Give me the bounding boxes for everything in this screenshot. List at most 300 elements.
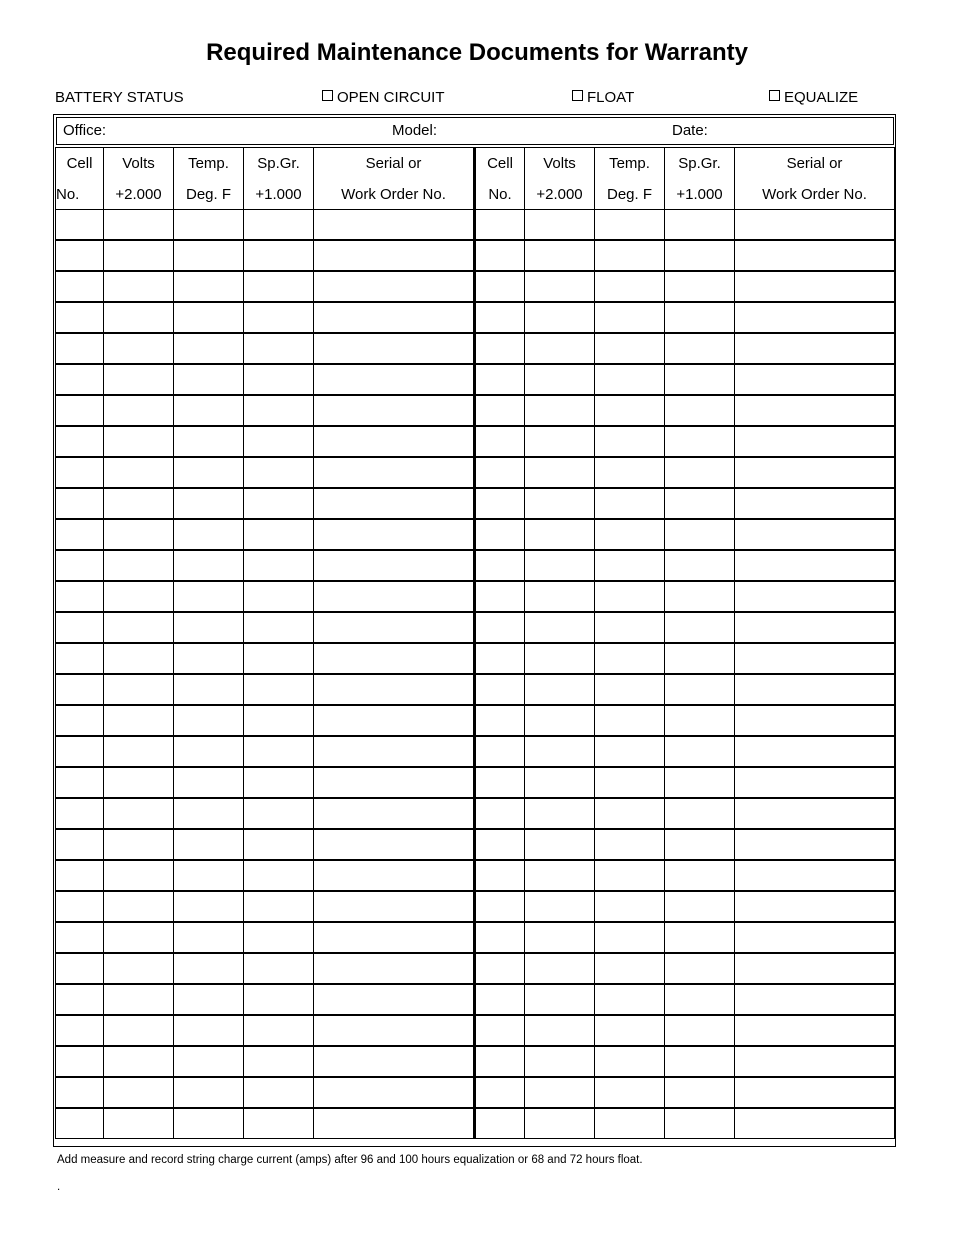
entry-cell[interactable] — [595, 519, 665, 550]
entry-cell[interactable] — [56, 364, 104, 395]
entry-cell[interactable] — [735, 984, 895, 1015]
entry-cell[interactable] — [244, 984, 314, 1015]
entry-cell[interactable] — [595, 922, 665, 953]
entry-cell[interactable] — [595, 426, 665, 457]
entry-cell[interactable] — [104, 643, 174, 674]
entry-cell[interactable] — [525, 550, 595, 581]
entry-cell[interactable] — [174, 210, 244, 241]
entry-cell[interactable] — [244, 457, 314, 488]
entry-cell[interactable] — [595, 550, 665, 581]
entry-cell[interactable] — [314, 1015, 475, 1046]
entry-cell[interactable] — [665, 457, 735, 488]
entry-cell[interactable] — [56, 891, 104, 922]
entry-cell[interactable] — [735, 302, 895, 333]
entry-cell[interactable] — [244, 240, 314, 271]
entry-cell[interactable] — [244, 426, 314, 457]
entry-cell[interactable] — [314, 674, 475, 705]
entry-cell[interactable] — [665, 674, 735, 705]
entry-cell[interactable] — [104, 240, 174, 271]
entry-cell[interactable] — [735, 922, 895, 953]
entry-cell[interactable] — [244, 1046, 314, 1077]
entry-cell[interactable] — [174, 612, 244, 643]
entry-cell[interactable] — [665, 426, 735, 457]
entry-cell[interactable] — [56, 953, 104, 984]
entry-cell[interactable] — [735, 240, 895, 271]
entry-cell[interactable] — [475, 674, 525, 705]
entry-cell[interactable] — [56, 550, 104, 581]
entry-cell[interactable] — [475, 333, 525, 364]
entry-cell[interactable] — [475, 922, 525, 953]
entry-cell[interactable] — [735, 860, 895, 891]
entry-cell[interactable] — [104, 488, 174, 519]
entry-cell[interactable] — [244, 860, 314, 891]
entry-cell[interactable] — [314, 705, 475, 736]
entry-cell[interactable] — [244, 767, 314, 798]
entry-cell[interactable] — [595, 736, 665, 767]
entry-cell[interactable] — [735, 1015, 895, 1046]
entry-cell[interactable] — [665, 643, 735, 674]
entry-cell[interactable] — [525, 1046, 595, 1077]
entry-cell[interactable] — [735, 891, 895, 922]
entry-cell[interactable] — [174, 333, 244, 364]
entry-cell[interactable] — [244, 922, 314, 953]
entry-cell[interactable] — [244, 333, 314, 364]
entry-cell[interactable] — [475, 829, 525, 860]
entry-cell[interactable] — [56, 1015, 104, 1046]
entry-cell[interactable] — [595, 891, 665, 922]
entry-cell[interactable] — [104, 426, 174, 457]
entry-cell[interactable] — [174, 705, 244, 736]
entry-cell[interactable] — [174, 829, 244, 860]
entry-cell[interactable] — [174, 1015, 244, 1046]
entry-cell[interactable] — [104, 581, 174, 612]
entry-cell[interactable] — [525, 736, 595, 767]
entry-cell[interactable] — [525, 519, 595, 550]
entry-cell[interactable] — [104, 271, 174, 302]
entry-cell[interactable] — [174, 1108, 244, 1139]
entry-cell[interactable] — [244, 829, 314, 860]
entry-cell[interactable] — [735, 798, 895, 829]
entry-cell[interactable] — [475, 860, 525, 891]
entry-cell[interactable] — [665, 302, 735, 333]
entry-cell[interactable] — [525, 922, 595, 953]
entry-cell[interactable] — [475, 457, 525, 488]
entry-cell[interactable] — [525, 767, 595, 798]
entry-cell[interactable] — [665, 984, 735, 1015]
entry-cell[interactable] — [104, 829, 174, 860]
entry-cell[interactable] — [244, 674, 314, 705]
entry-cell[interactable] — [735, 426, 895, 457]
entry-cell[interactable] — [665, 953, 735, 984]
entry-cell[interactable] — [735, 395, 895, 426]
entry-cell[interactable] — [174, 1046, 244, 1077]
entry-cell[interactable] — [595, 1108, 665, 1139]
entry-cell[interactable] — [595, 1077, 665, 1108]
entry-cell[interactable] — [56, 612, 104, 643]
entry-cell[interactable] — [525, 953, 595, 984]
entry-cell[interactable] — [595, 271, 665, 302]
entry-cell[interactable] — [104, 1046, 174, 1077]
entry-cell[interactable] — [735, 581, 895, 612]
entry-cell[interactable] — [244, 643, 314, 674]
entry-cell[interactable] — [525, 643, 595, 674]
entry-cell[interactable] — [735, 767, 895, 798]
entry-cell[interactable] — [314, 364, 475, 395]
entry-cell[interactable] — [525, 705, 595, 736]
entry-cell[interactable] — [525, 240, 595, 271]
entry-cell[interactable] — [475, 1046, 525, 1077]
entry-cell[interactable] — [595, 829, 665, 860]
entry-cell[interactable] — [314, 426, 475, 457]
entry-cell[interactable] — [665, 860, 735, 891]
entry-cell[interactable] — [595, 767, 665, 798]
entry-cell[interactable] — [56, 767, 104, 798]
entry-cell[interactable] — [665, 1077, 735, 1108]
entry-cell[interactable] — [244, 1015, 314, 1046]
entry-cell[interactable] — [525, 271, 595, 302]
entry-cell[interactable] — [314, 550, 475, 581]
entry-cell[interactable] — [244, 798, 314, 829]
entry-cell[interactable] — [314, 643, 475, 674]
entry-cell[interactable] — [56, 1077, 104, 1108]
entry-cell[interactable] — [56, 457, 104, 488]
entry-cell[interactable] — [475, 1077, 525, 1108]
entry-cell[interactable] — [244, 271, 314, 302]
entry-cell[interactable] — [244, 210, 314, 241]
entry-cell[interactable] — [595, 395, 665, 426]
entry-cell[interactable] — [104, 364, 174, 395]
entry-cell[interactable] — [525, 395, 595, 426]
entry-cell[interactable] — [595, 240, 665, 271]
entry-cell[interactable] — [665, 798, 735, 829]
entry-cell[interactable] — [174, 395, 244, 426]
entry-cell[interactable] — [56, 922, 104, 953]
entry-cell[interactable] — [314, 333, 475, 364]
entry-cell[interactable] — [244, 519, 314, 550]
entry-cell[interactable] — [595, 674, 665, 705]
entry-cell[interactable] — [174, 643, 244, 674]
entry-cell[interactable] — [244, 705, 314, 736]
entry-cell[interactable] — [314, 519, 475, 550]
entry-cell[interactable] — [56, 519, 104, 550]
entry-cell[interactable] — [475, 705, 525, 736]
entry-cell[interactable] — [735, 1046, 895, 1077]
entry-cell[interactable] — [314, 1108, 475, 1139]
entry-cell[interactable] — [104, 984, 174, 1015]
entry-cell[interactable] — [104, 210, 174, 241]
entry-cell[interactable] — [525, 333, 595, 364]
entry-cell[interactable] — [104, 302, 174, 333]
entry-cell[interactable] — [525, 798, 595, 829]
entry-cell[interactable] — [665, 210, 735, 241]
entry-cell[interactable] — [525, 674, 595, 705]
entry-cell[interactable] — [104, 612, 174, 643]
entry-cell[interactable] — [735, 643, 895, 674]
entry-cell[interactable] — [525, 426, 595, 457]
entry-cell[interactable] — [314, 488, 475, 519]
entry-cell[interactable] — [314, 736, 475, 767]
entry-cell[interactable] — [735, 210, 895, 241]
entry-cell[interactable] — [104, 798, 174, 829]
entry-cell[interactable] — [735, 488, 895, 519]
entry-cell[interactable] — [475, 736, 525, 767]
entry-cell[interactable] — [665, 1015, 735, 1046]
entry-cell[interactable] — [314, 302, 475, 333]
entry-cell[interactable] — [314, 829, 475, 860]
entry-cell[interactable] — [56, 426, 104, 457]
entry-cell[interactable] — [56, 1108, 104, 1139]
entry-cell[interactable] — [104, 333, 174, 364]
entry-cell[interactable] — [174, 519, 244, 550]
entry-cell[interactable] — [735, 271, 895, 302]
entry-cell[interactable] — [475, 426, 525, 457]
entry-cell[interactable] — [174, 767, 244, 798]
entry-cell[interactable] — [104, 395, 174, 426]
entry-cell[interactable] — [665, 1108, 735, 1139]
checkbox-icon[interactable] — [322, 90, 333, 101]
entry-cell[interactable] — [104, 767, 174, 798]
entry-cell[interactable] — [525, 488, 595, 519]
entry-cell[interactable] — [525, 581, 595, 612]
entry-cell[interactable] — [665, 488, 735, 519]
entry-cell[interactable] — [475, 953, 525, 984]
entry-cell[interactable] — [735, 550, 895, 581]
entry-cell[interactable] — [174, 860, 244, 891]
entry-cell[interactable] — [475, 240, 525, 271]
entry-cell[interactable] — [104, 519, 174, 550]
entry-cell[interactable] — [104, 674, 174, 705]
entry-cell[interactable] — [104, 891, 174, 922]
entry-cell[interactable] — [475, 550, 525, 581]
entry-cell[interactable] — [475, 891, 525, 922]
entry-cell[interactable] — [314, 240, 475, 271]
entry-cell[interactable] — [104, 860, 174, 891]
entry-cell[interactable] — [475, 767, 525, 798]
entry-cell[interactable] — [595, 953, 665, 984]
entry-cell[interactable] — [475, 364, 525, 395]
entry-cell[interactable] — [735, 829, 895, 860]
entry-cell[interactable] — [174, 240, 244, 271]
entry-cell[interactable] — [525, 1108, 595, 1139]
entry-cell[interactable] — [314, 767, 475, 798]
entry-cell[interactable] — [525, 210, 595, 241]
entry-cell[interactable] — [595, 488, 665, 519]
entry-cell[interactable] — [665, 364, 735, 395]
entry-cell[interactable] — [174, 550, 244, 581]
entry-cell[interactable] — [665, 395, 735, 426]
entry-cell[interactable] — [56, 984, 104, 1015]
entry-cell[interactable] — [174, 984, 244, 1015]
entry-cell[interactable] — [104, 736, 174, 767]
entry-cell[interactable] — [174, 674, 244, 705]
entry-cell[interactable] — [525, 860, 595, 891]
entry-cell[interactable] — [735, 674, 895, 705]
entry-cell[interactable] — [735, 705, 895, 736]
entry-cell[interactable] — [595, 612, 665, 643]
entry-cell[interactable] — [735, 1077, 895, 1108]
open-circuit-option[interactable] — [322, 89, 445, 106]
entry-cell[interactable] — [174, 891, 244, 922]
entry-cell[interactable] — [314, 798, 475, 829]
checkbox-icon[interactable] — [572, 90, 583, 101]
entry-cell[interactable] — [104, 953, 174, 984]
entry-cell[interactable] — [475, 984, 525, 1015]
entry-cell[interactable] — [735, 519, 895, 550]
entry-cell[interactable] — [174, 364, 244, 395]
entry-cell[interactable] — [735, 736, 895, 767]
entry-cell[interactable] — [665, 240, 735, 271]
entry-cell[interactable] — [174, 457, 244, 488]
entry-cell[interactable] — [174, 302, 244, 333]
entry-cell[interactable] — [475, 210, 525, 241]
entry-cell[interactable] — [244, 736, 314, 767]
entry-cell[interactable] — [56, 798, 104, 829]
entry-cell[interactable] — [595, 210, 665, 241]
entry-cell[interactable] — [314, 210, 475, 241]
entry-cell[interactable] — [56, 581, 104, 612]
entry-cell[interactable] — [104, 457, 174, 488]
entry-cell[interactable] — [595, 581, 665, 612]
entry-cell[interactable] — [595, 984, 665, 1015]
entry-cell[interactable] — [314, 271, 475, 302]
entry-cell[interactable] — [665, 767, 735, 798]
entry-cell[interactable] — [735, 953, 895, 984]
entry-cell[interactable] — [525, 829, 595, 860]
entry-cell[interactable] — [475, 519, 525, 550]
entry-cell[interactable] — [104, 550, 174, 581]
entry-cell[interactable] — [104, 1077, 174, 1108]
entry-cell[interactable] — [525, 891, 595, 922]
entry-cell[interactable] — [735, 364, 895, 395]
entry-cell[interactable] — [244, 1108, 314, 1139]
entry-cell[interactable] — [475, 271, 525, 302]
entry-cell[interactable] — [595, 1046, 665, 1077]
entry-cell[interactable] — [525, 612, 595, 643]
entry-cell[interactable] — [735, 1108, 895, 1139]
float-option[interactable] — [572, 89, 634, 106]
entry-cell[interactable] — [595, 860, 665, 891]
entry-cell[interactable] — [174, 736, 244, 767]
entry-cell[interactable] — [665, 891, 735, 922]
entry-cell[interactable] — [56, 736, 104, 767]
entry-cell[interactable] — [595, 457, 665, 488]
entry-cell[interactable] — [244, 364, 314, 395]
entry-cell[interactable] — [56, 674, 104, 705]
entry-cell[interactable] — [735, 333, 895, 364]
entry-cell[interactable] — [525, 1077, 595, 1108]
entry-cell[interactable] — [665, 705, 735, 736]
entry-cell[interactable] — [56, 643, 104, 674]
entry-cell[interactable] — [665, 829, 735, 860]
entry-cell[interactable] — [314, 984, 475, 1015]
entry-cell[interactable] — [665, 333, 735, 364]
entry-cell[interactable] — [56, 705, 104, 736]
entry-cell[interactable] — [525, 1015, 595, 1046]
entry-cell[interactable] — [56, 829, 104, 860]
entry-cell[interactable] — [525, 984, 595, 1015]
entry-cell[interactable] — [735, 457, 895, 488]
entry-cell[interactable] — [665, 271, 735, 302]
entry-cell[interactable] — [475, 643, 525, 674]
entry-cell[interactable] — [475, 302, 525, 333]
entry-cell[interactable] — [174, 953, 244, 984]
entry-cell[interactable] — [595, 364, 665, 395]
entry-cell[interactable] — [475, 581, 525, 612]
entry-cell[interactable] — [475, 798, 525, 829]
entry-cell[interactable] — [595, 333, 665, 364]
entry-cell[interactable] — [665, 922, 735, 953]
entry-cell[interactable] — [174, 271, 244, 302]
entry-cell[interactable] — [314, 953, 475, 984]
entry-cell[interactable] — [525, 302, 595, 333]
entry-cell[interactable] — [595, 705, 665, 736]
entry-cell[interactable] — [314, 1077, 475, 1108]
entry-cell[interactable] — [56, 240, 104, 271]
entry-cell[interactable] — [665, 1046, 735, 1077]
entry-cell[interactable] — [244, 612, 314, 643]
entry-cell[interactable] — [475, 1015, 525, 1046]
entry-cell[interactable] — [314, 922, 475, 953]
entry-cell[interactable] — [314, 1046, 475, 1077]
entry-cell[interactable] — [104, 1015, 174, 1046]
checkbox-icon[interactable] — [769, 90, 780, 101]
entry-cell[interactable] — [525, 457, 595, 488]
entry-cell[interactable] — [595, 643, 665, 674]
entry-cell[interactable] — [56, 488, 104, 519]
entry-cell[interactable] — [475, 612, 525, 643]
entry-cell[interactable] — [174, 581, 244, 612]
entry-cell[interactable] — [665, 550, 735, 581]
equalize-option[interactable] — [769, 89, 858, 106]
entry-cell[interactable] — [174, 1077, 244, 1108]
entry-cell[interactable] — [665, 519, 735, 550]
entry-cell[interactable] — [104, 922, 174, 953]
entry-cell[interactable] — [665, 612, 735, 643]
entry-cell[interactable] — [56, 1046, 104, 1077]
entry-cell[interactable] — [104, 705, 174, 736]
entry-cell[interactable] — [665, 581, 735, 612]
entry-cell[interactable] — [595, 302, 665, 333]
entry-cell[interactable] — [244, 953, 314, 984]
entry-cell[interactable] — [525, 364, 595, 395]
entry-cell[interactable] — [314, 581, 475, 612]
entry-cell[interactable] — [595, 1015, 665, 1046]
entry-cell[interactable] — [595, 798, 665, 829]
entry-cell[interactable] — [314, 457, 475, 488]
entry-cell[interactable] — [56, 333, 104, 364]
entry-cell[interactable] — [244, 550, 314, 581]
entry-cell[interactable] — [314, 612, 475, 643]
entry-cell[interactable] — [174, 922, 244, 953]
entry-cell[interactable] — [665, 736, 735, 767]
entry-cell[interactable] — [314, 891, 475, 922]
entry-cell[interactable] — [174, 488, 244, 519]
entry-cell[interactable] — [104, 1108, 174, 1139]
entry-cell[interactable] — [174, 426, 244, 457]
entry-cell[interactable] — [56, 271, 104, 302]
entry-cell[interactable] — [244, 488, 314, 519]
entry-cell[interactable] — [56, 210, 104, 241]
entry-cell[interactable] — [244, 395, 314, 426]
entry-cell[interactable] — [244, 581, 314, 612]
entry-cell[interactable] — [244, 1077, 314, 1108]
entry-cell[interactable] — [314, 860, 475, 891]
entry-cell[interactable] — [244, 891, 314, 922]
entry-cell[interactable] — [314, 395, 475, 426]
entry-cell[interactable] — [475, 395, 525, 426]
entry-cell[interactable] — [475, 488, 525, 519]
entry-cell[interactable] — [244, 302, 314, 333]
